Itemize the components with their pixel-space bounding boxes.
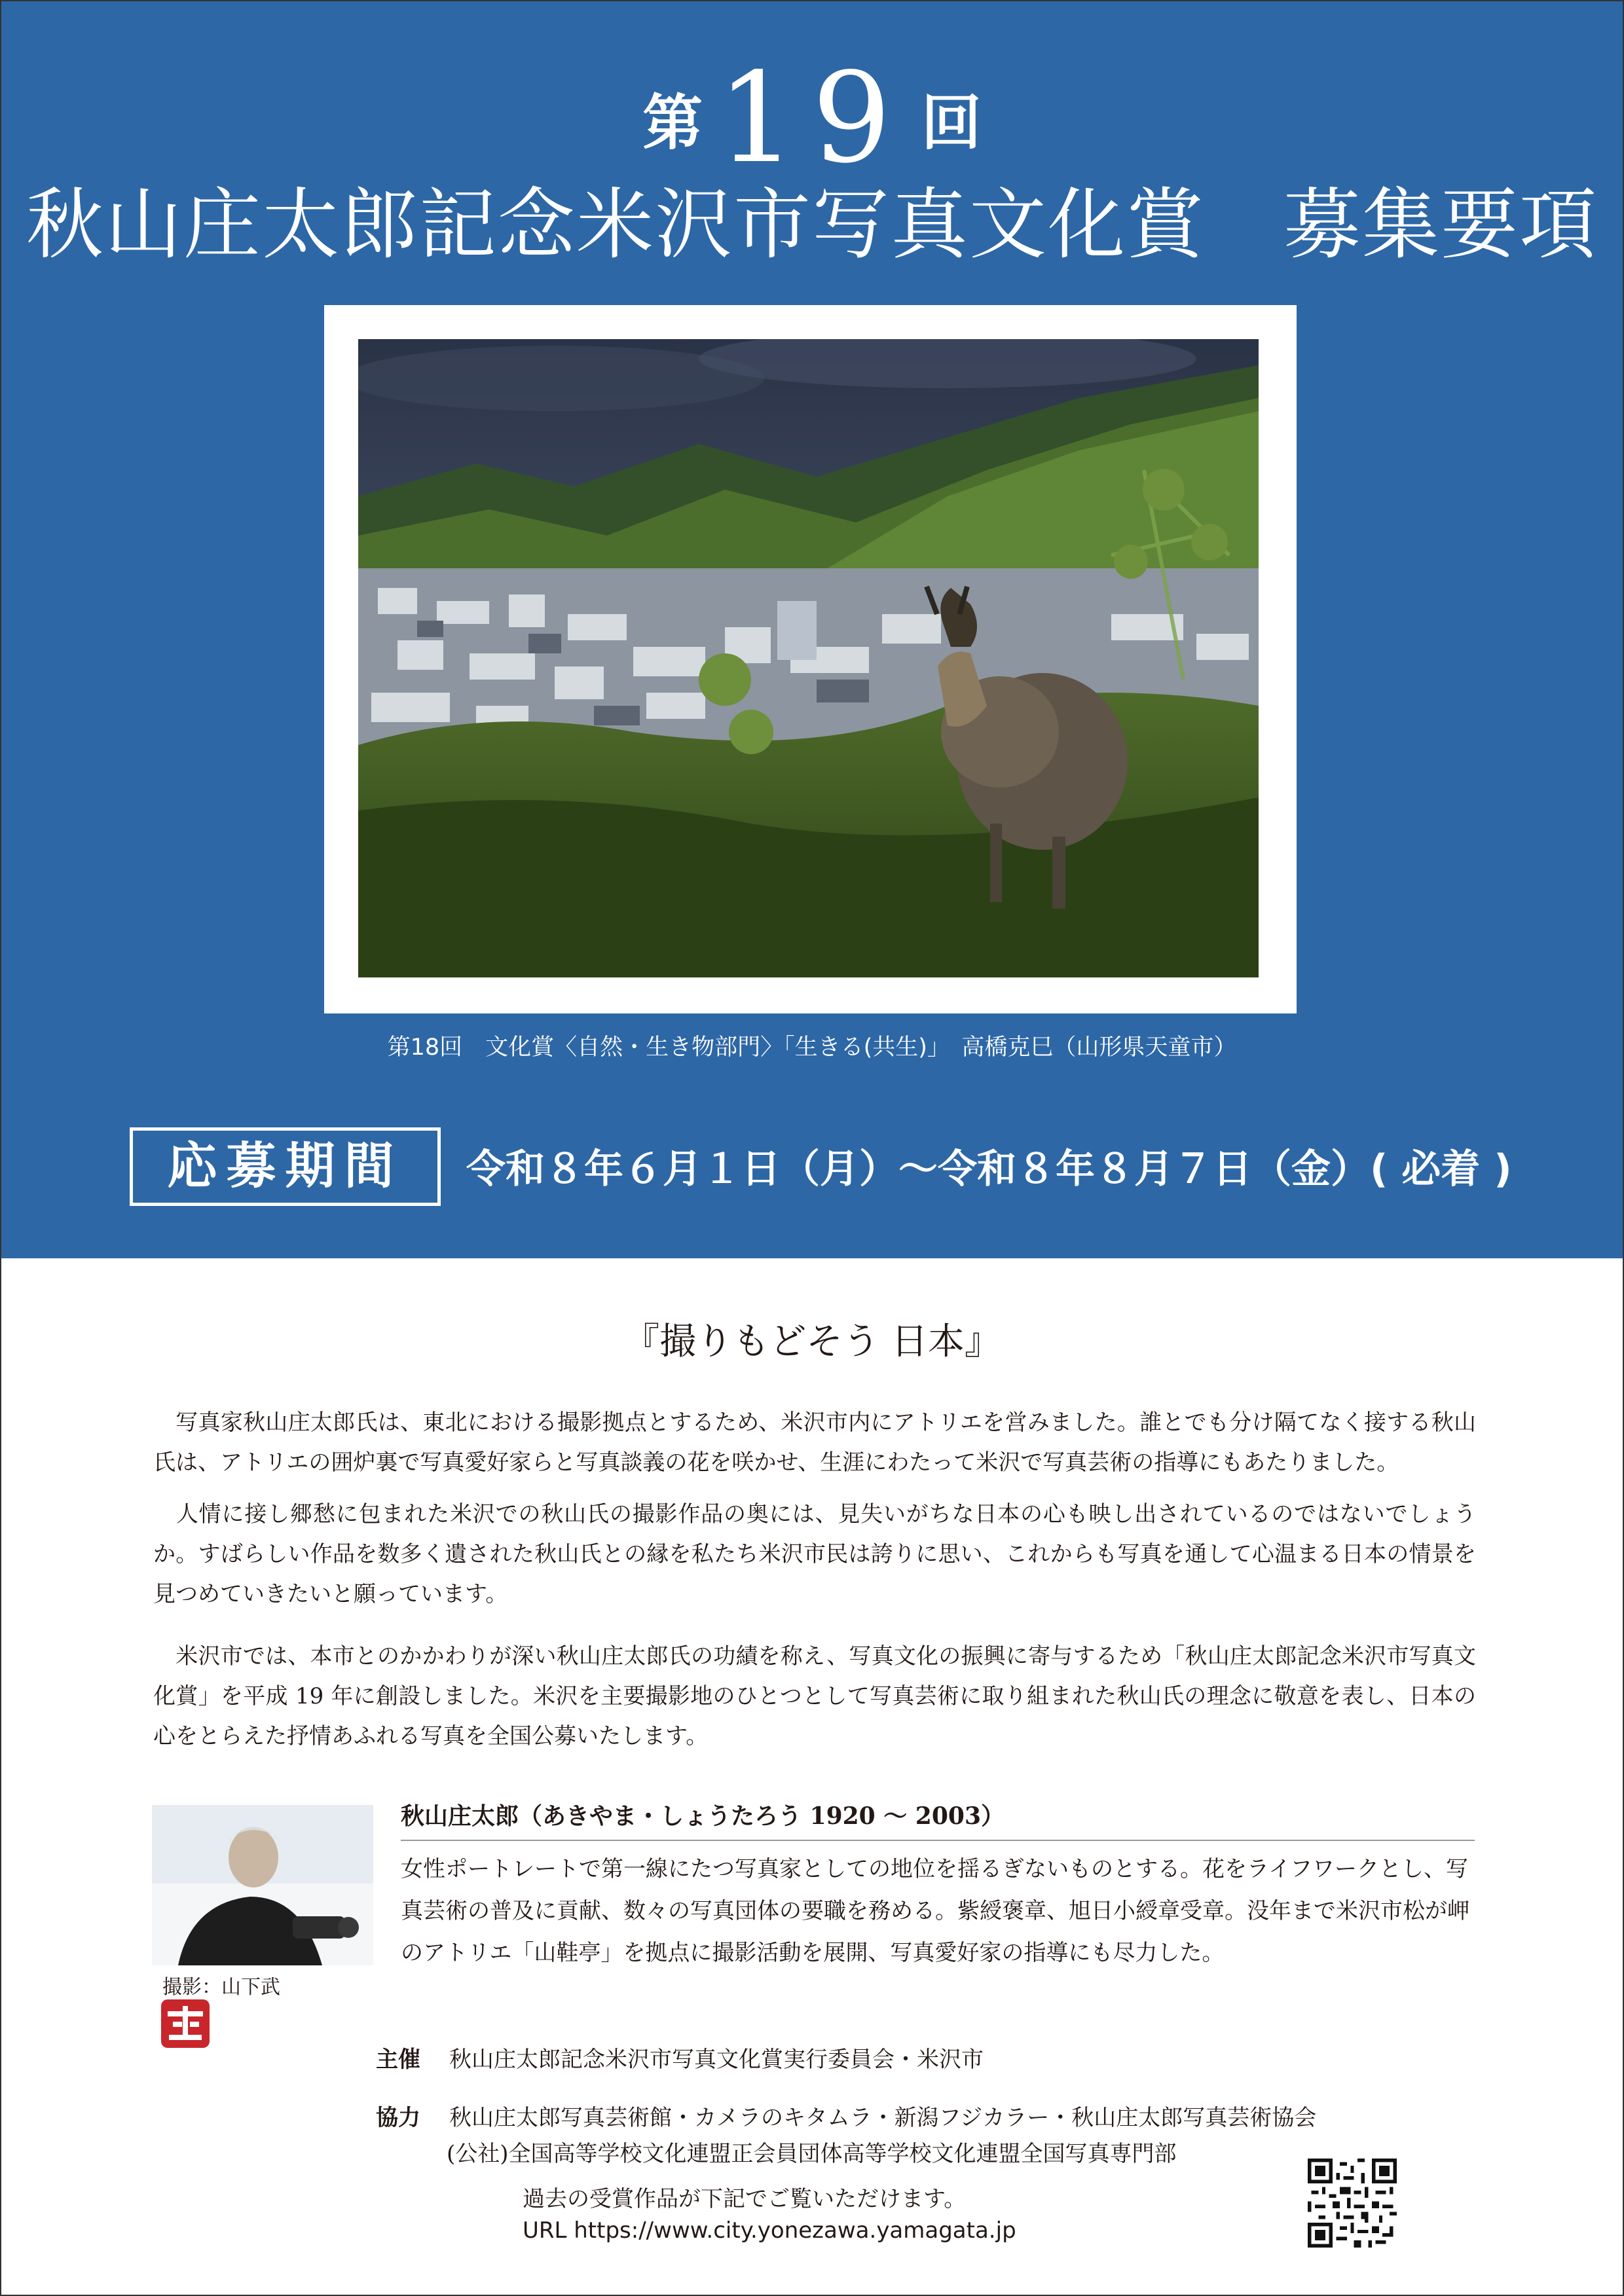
host-label: 主催 <box>376 2047 420 2073</box>
intro-paragraph-2: 人情に接し郷愁に包まれた米沢での秋山氏の撮影作品の奥には、見失いがちな日本の心も映し出されているのではないでしょうか。すばらしい作品を数多く遺された秋山氏との縁を私たち米沢市民は誇りに思い、これからも写真を通して心温まる日本の情景を見つめていきたいと願っています。 <box>153 1501 1476 1607</box>
featured-photo-frame <box>324 305 1297 1013</box>
qr-code[interactable] <box>1308 2159 1397 2248</box>
past-works-url[interactable]: URL https://www.city.yonezawa.yamagata.jp <box>523 2217 1016 2244</box>
entry-period-label: 応募期間 <box>130 1127 441 1206</box>
edition-number: 第 19 回 <box>642 46 982 191</box>
seal-logo <box>160 1998 211 2049</box>
past-works-text: 過去の受賞作品が下記でご覧いただけます。 <box>523 2186 967 2212</box>
cooperation-line-1: 秋山庄太郎写真芸術館・カメラのキタムラ・新潟フジカラー・秋山庄太郎写真芸術協会 <box>449 2105 1317 2131</box>
slogan: 『撮りもどそう 日本』 <box>623 1321 1001 1363</box>
bio-text: 女性ポートレートで第一線にたつ写真家としての地位を揺るぎないものとする。花をライフワークとし、写真芸術の普及に貢献、数々の写真団体の要職を務める。紫綬褒章、旭日小綬章受章。没年まで米沢市松が岬のアトリエ「山鞋亭」を拠点に撮影活動を展開、写真愛好家の指導にも尽力した。 <box>401 1856 1469 1966</box>
bio-divider <box>401 1840 1475 1841</box>
serow-town-landscape-image <box>358 339 1259 977</box>
page-title: 秋山庄太郎記念米沢市写真文化賞 募集要項 <box>26 179 1598 270</box>
host-value: 秋山庄太郎記念米沢市写真文化賞実行委員会・米沢市 <box>449 2047 984 2073</box>
cooperation-label: 協力 <box>376 2105 420 2131</box>
portrait-credit: 撮影：山下武 <box>162 1976 280 1999</box>
intro-paragraph-1: 写真家秋山庄太郎氏は、東北における撮影拠点とするため、米沢市内にアトリエを営みました。誰とでも分け隔てなく接する秋山氏は、アトリエの囲炉裏で写真愛好家らと写真談義の花を咲かせ、生涯にわたって米沢で写真芸術の指導にもあたりました。 <box>153 1410 1476 1476</box>
entry-period-dates: 令和８年６月１日（月）～令和８年８月７日（金）( 必着 ) <box>466 1146 1512 1192</box>
photo-caption: 第18回 文化賞〈自然・生き物部門〉「生きる(共生)」 高橋克巳（山形県天童市） <box>387 1034 1237 1061</box>
featured-photo <box>358 339 1259 977</box>
photographer-portrait-image <box>152 1805 373 1965</box>
akiyama-portrait <box>152 1805 373 1965</box>
past-works-info <box>523 2183 1016 2246</box>
cooperation-line-2: (公社)全国高等学校文化連盟正会員団体高等学校文化連盟全国写真専門部 <box>447 2141 1177 2167</box>
red-seal-icon <box>160 1998 211 2049</box>
qr-code-icon <box>1308 2159 1397 2248</box>
bio-heading: 秋山庄太郎（あきやま・しょうたろう 1920 ～ 2003） <box>401 1802 1005 1830</box>
intro-paragraph-3: 米沢市では、本市とのかかわりが深い秋山庄太郎氏の功績を称え、写真文化の振興に寄与するため「秋山庄太郎記念米沢市写真文化賞」を平成 19 年に創設しました。米沢を主要撮影地のひとつとして写真芸術に取り組まれた秋山氏の理念に敬意を表し、日本の心をとらえた抒情あふれる写真を全国公募いたします。 <box>153 1643 1476 1749</box>
